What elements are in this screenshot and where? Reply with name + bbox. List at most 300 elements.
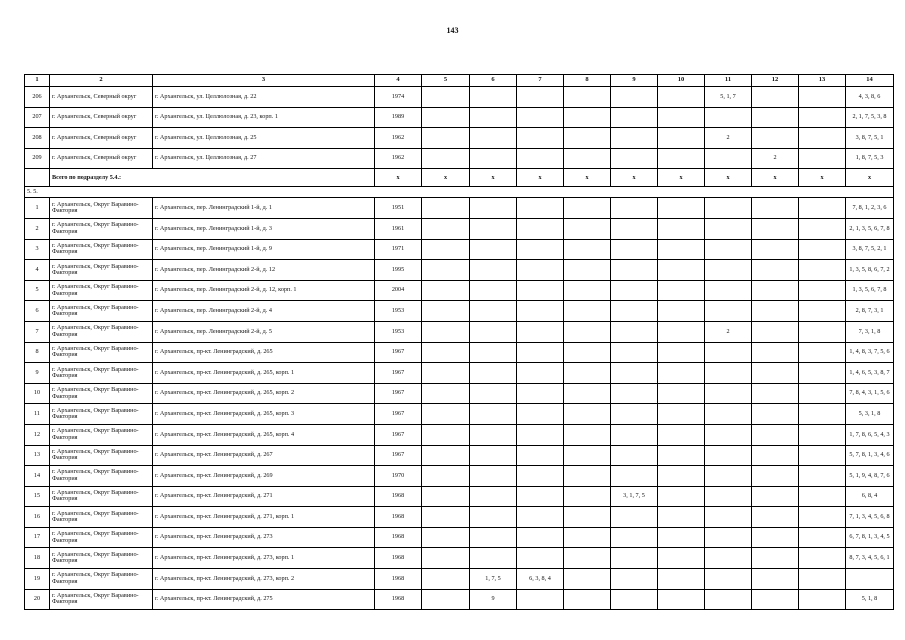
year-cell: 1989: [375, 107, 422, 128]
value-cell-c10: [658, 507, 705, 528]
value-cell-c13: [799, 301, 846, 322]
column-header-6: 6: [470, 75, 517, 87]
value-cell-c10: [658, 342, 705, 363]
section-row: [25, 187, 894, 198]
value-cell-c6: 1, 7, 5: [470, 569, 517, 590]
value-cell-c14: 4, 3, 8, 6: [846, 87, 894, 108]
value-cell-c7: [517, 466, 564, 487]
okrug-cell: г. Архангельск, Северный округ: [50, 148, 153, 169]
value-cell-c12: [752, 569, 799, 590]
table-row: [25, 218, 894, 239]
value-cell-c14: [846, 569, 894, 590]
address-cell: г. Архангельск, пер. Ленинградский 1-й, д. 1: [153, 198, 375, 219]
value-cell-c11: [705, 198, 752, 219]
okrug-cell: г. Архангельск, Округ Варавино-Фактория: [50, 342, 153, 363]
value-cell-c13: [799, 548, 846, 569]
table-row: [25, 128, 894, 149]
value-cell-c13: [799, 321, 846, 342]
okrug-cell: г. Архангельск, Округ Варавино-Фактория: [50, 280, 153, 301]
value-cell-c12: [752, 107, 799, 128]
value-cell-c13: [799, 280, 846, 301]
row-number: 13: [25, 445, 50, 466]
page-number: 143: [446, 26, 459, 35]
value-cell-c12: [752, 239, 799, 260]
column-header-12: 12: [752, 75, 799, 87]
okrug-cell: г. Архангельск, Округ Варавино-Фактория: [50, 507, 153, 528]
value-cell-c8: [564, 404, 611, 425]
value-cell-c12: [752, 321, 799, 342]
year-cell: 1971: [375, 239, 422, 260]
total-value: х: [611, 169, 658, 187]
value-cell-c7: [517, 589, 564, 610]
total-value: х: [375, 169, 422, 187]
value-cell-c9: [611, 198, 658, 219]
okrug-cell: г. Архангельск, Округ Варавино-Фактория: [50, 466, 153, 487]
value-cell-c7: [517, 383, 564, 404]
table-row: [25, 445, 894, 466]
table-row: [25, 148, 894, 169]
value-cell-c10: [658, 527, 705, 548]
value-cell-c5: [422, 383, 470, 404]
value-cell-c10: [658, 445, 705, 466]
total-value: х: [470, 169, 517, 187]
okrug-cell: г. Архангельск, Округ Варавино-Фактория: [50, 486, 153, 507]
row-number: 5: [25, 280, 50, 301]
total-value: х: [752, 169, 799, 187]
row-number: 11: [25, 404, 50, 425]
value-cell-c9: [611, 404, 658, 425]
value-cell-c11: [705, 466, 752, 487]
value-cell-c8: [564, 527, 611, 548]
value-cell-c9: [611, 239, 658, 260]
value-cell-c12: [752, 301, 799, 322]
value-cell-c6: [470, 342, 517, 363]
column-header-14: 14: [846, 75, 894, 87]
year-cell: 1953: [375, 301, 422, 322]
value-cell-c11: [705, 260, 752, 281]
address-cell: г. Архангельск, пр-кт. Ленинградский, д. 265, корп. 1: [153, 363, 375, 384]
row-number: 7: [25, 321, 50, 342]
value-cell-c11: [705, 280, 752, 301]
row-number: 2: [25, 218, 50, 239]
value-cell-c14: 6, 8, 4: [846, 486, 894, 507]
register-table: [24, 74, 894, 610]
value-cell-c5: [422, 107, 470, 128]
value-cell-c12: [752, 218, 799, 239]
value-cell-c10: [658, 321, 705, 342]
value-cell-c12: [752, 466, 799, 487]
value-cell-c13: [799, 527, 846, 548]
address-cell: г. Архангельск, пр-кт. Ленинградский, д. 273: [153, 527, 375, 548]
value-cell-c6: [470, 383, 517, 404]
year-cell: 1974: [375, 87, 422, 108]
value-cell-c9: [611, 301, 658, 322]
table-row: [25, 363, 894, 384]
value-cell-c10: [658, 87, 705, 108]
value-cell-c13: [799, 198, 846, 219]
value-cell-c7: 6, 3, 8, 4: [517, 569, 564, 590]
value-cell-c5: [422, 424, 470, 445]
value-cell-c7: [517, 548, 564, 569]
year-cell: 1951: [375, 198, 422, 219]
year-cell: 1962: [375, 148, 422, 169]
value-cell-c5: [422, 527, 470, 548]
address-cell: г. Архангельск, пр-кт. Ленинградский, д. 267: [153, 445, 375, 466]
value-cell-c12: [752, 198, 799, 219]
column-header-2: 2: [50, 75, 153, 87]
address-cell: г. Архангельск, пр-кт. Ленинградский, д. 269: [153, 466, 375, 487]
value-cell-c13: [799, 507, 846, 528]
value-cell-c13: [799, 128, 846, 149]
value-cell-c12: [752, 527, 799, 548]
total-spacer: [25, 169, 50, 187]
value-cell-c12: [752, 548, 799, 569]
table-row: [25, 301, 894, 322]
address-cell: г. Архангельск, пр-кт. Ленинградский, д. 271: [153, 486, 375, 507]
value-cell-c9: [611, 569, 658, 590]
value-cell-c11: [705, 301, 752, 322]
column-header-11: 11: [705, 75, 752, 87]
year-cell: 1967: [375, 424, 422, 445]
row-number: 9: [25, 363, 50, 384]
row-number: 208: [25, 128, 50, 149]
year-cell: 1968: [375, 527, 422, 548]
value-cell-c9: [611, 280, 658, 301]
address-cell: г. Архангельск, пер. Ленинградский 1-й, д. 3: [153, 218, 375, 239]
value-cell-c13: [799, 363, 846, 384]
table-row: [25, 424, 894, 445]
value-cell-c6: [470, 260, 517, 281]
year-cell: 1968: [375, 569, 422, 590]
total-value: х: [846, 169, 894, 187]
value-cell-c12: [752, 383, 799, 404]
table-row: [25, 87, 894, 108]
value-cell-c8: [564, 486, 611, 507]
value-cell-c5: [422, 280, 470, 301]
table-row: [25, 569, 894, 590]
value-cell-c13: [799, 383, 846, 404]
table-row: [25, 280, 894, 301]
value-cell-c7: [517, 445, 564, 466]
table-row: [25, 107, 894, 128]
address-cell: г. Архангельск, пр-кт. Ленинградский, д. 265, корп. 3: [153, 404, 375, 425]
okrug-cell: г. Архангельск, Округ Варавино-Фактория: [50, 218, 153, 239]
okrug-cell: г. Архангельск, Округ Варавино-Фактория: [50, 424, 153, 445]
table-row: [25, 342, 894, 363]
value-cell-c14: 7, 8, 1, 2, 3, 6: [846, 198, 894, 219]
year-cell: 1968: [375, 486, 422, 507]
value-cell-c8: [564, 507, 611, 528]
value-cell-c12: [752, 260, 799, 281]
total-label: Всего по подразделу 5.4.:: [50, 169, 375, 187]
value-cell-c14: 2, 1, 3, 5, 6, 7, 8: [846, 218, 894, 239]
okrug-cell: г. Архангельск, Северный округ: [50, 128, 153, 149]
value-cell-c5: [422, 445, 470, 466]
value-cell-c13: [799, 260, 846, 281]
value-cell-c7: [517, 507, 564, 528]
address-cell: г. Архангельск, ул. Целлюлозная, д. 22: [153, 87, 375, 108]
value-cell-c7: [517, 239, 564, 260]
value-cell-c12: [752, 507, 799, 528]
column-header-4: 4: [375, 75, 422, 87]
value-cell-c13: [799, 466, 846, 487]
value-cell-c9: [611, 260, 658, 281]
value-cell-c6: [470, 239, 517, 260]
value-cell-c7: [517, 486, 564, 507]
value-cell-c13: [799, 589, 846, 610]
okrug-cell: г. Архангельск, Округ Варавино-Фактория: [50, 445, 153, 466]
value-cell-c9: [611, 342, 658, 363]
okrug-cell: г. Архангельск, Округ Варавино-Фактория: [50, 383, 153, 404]
row-number: 16: [25, 507, 50, 528]
address-cell: г. Архангельск, пр-кт. Ленинградский, д. 265, корп. 2: [153, 383, 375, 404]
address-cell: г. Архангельск, пер. Ленинградский 1-й, д. 9: [153, 239, 375, 260]
table-row: [25, 383, 894, 404]
okrug-cell: г. Архангельск, Округ Варавино-Фактория: [50, 569, 153, 590]
value-cell-c9: [611, 424, 658, 445]
value-cell-c14: 7, 1, 3, 4, 5, 6, 8: [846, 507, 894, 528]
value-cell-c6: [470, 466, 517, 487]
value-cell-c8: [564, 239, 611, 260]
address-cell: г. Архангельск, пер. Ленинградский 2-й, д. 4: [153, 301, 375, 322]
value-cell-c13: [799, 239, 846, 260]
table-row: [25, 404, 894, 425]
value-cell-c13: [799, 87, 846, 108]
value-cell-c13: [799, 445, 846, 466]
value-cell-c13: [799, 569, 846, 590]
value-cell-c6: [470, 280, 517, 301]
okrug-cell: г. Архангельск, Округ Варавино-Фактория: [50, 260, 153, 281]
value-cell-c5: [422, 301, 470, 322]
row-number: 20: [25, 589, 50, 610]
value-cell-c9: [611, 589, 658, 610]
value-cell-c8: [564, 342, 611, 363]
value-cell-c9: [611, 507, 658, 528]
total-value: х: [517, 169, 564, 187]
value-cell-c6: [470, 527, 517, 548]
value-cell-c7: [517, 280, 564, 301]
year-cell: 1967: [375, 404, 422, 425]
value-cell-c12: [752, 424, 799, 445]
value-cell-c11: [705, 548, 752, 569]
value-cell-c14: 6, 7, 8, 1, 3, 4, 5: [846, 527, 894, 548]
value-cell-c8: [564, 280, 611, 301]
column-header-7: 7: [517, 75, 564, 87]
value-cell-c9: [611, 466, 658, 487]
value-cell-c10: [658, 466, 705, 487]
value-cell-c5: [422, 342, 470, 363]
okrug-cell: г. Архангельск, Округ Варавино-Фактория: [50, 301, 153, 322]
value-cell-c8: [564, 301, 611, 322]
value-cell-c14: 5, 7, 8, 1, 3, 4, 6: [846, 445, 894, 466]
value-cell-c11: 2: [705, 128, 752, 149]
table-row: [25, 486, 894, 507]
value-cell-c9: [611, 321, 658, 342]
value-cell-c14: 5, 3, 1, 8: [846, 404, 894, 425]
value-cell-c6: [470, 445, 517, 466]
value-cell-c8: [564, 383, 611, 404]
header-row: [25, 75, 894, 87]
year-cell: 1967: [375, 383, 422, 404]
value-cell-c6: [470, 404, 517, 425]
year-cell: 1968: [375, 507, 422, 528]
value-cell-c14: 1, 3, 5, 6, 7, 8: [846, 280, 894, 301]
table-row: [25, 527, 894, 548]
year-cell: 1968: [375, 589, 422, 610]
value-cell-c12: [752, 445, 799, 466]
value-cell-c10: [658, 218, 705, 239]
value-cell-c12: [752, 128, 799, 149]
section-label: 5. 5.: [25, 187, 894, 198]
row-number: 209: [25, 148, 50, 169]
value-cell-c7: [517, 321, 564, 342]
year-cell: 1967: [375, 445, 422, 466]
row-number: 17: [25, 527, 50, 548]
value-cell-c7: [517, 128, 564, 149]
value-cell-c5: [422, 260, 470, 281]
table-row: [25, 507, 894, 528]
value-cell-c8: [564, 128, 611, 149]
value-cell-c13: [799, 486, 846, 507]
row-number: 4: [25, 260, 50, 281]
row-number: 207: [25, 107, 50, 128]
value-cell-c11: [705, 589, 752, 610]
value-cell-c7: [517, 527, 564, 548]
row-number: 1: [25, 198, 50, 219]
table-row: [25, 198, 894, 219]
value-cell-c14: 3, 8, 7, 5, 2, 1: [846, 239, 894, 260]
value-cell-c8: [564, 466, 611, 487]
value-cell-c11: [705, 342, 752, 363]
value-cell-c11: [705, 486, 752, 507]
value-cell-c12: [752, 404, 799, 425]
row-number: 19: [25, 569, 50, 590]
address-cell: г. Архангельск, пр-кт. Ленинградский, д. 273, корп. 1: [153, 548, 375, 569]
total-row: [25, 169, 894, 187]
year-cell: 1962: [375, 128, 422, 149]
value-cell-c11: [705, 527, 752, 548]
value-cell-c10: [658, 107, 705, 128]
value-cell-c5: [422, 404, 470, 425]
row-number: 14: [25, 466, 50, 487]
value-cell-c10: [658, 569, 705, 590]
value-cell-c9: [611, 87, 658, 108]
value-cell-c14: 2, 1, 7, 5, 3, 8: [846, 107, 894, 128]
total-value: х: [799, 169, 846, 187]
value-cell-c12: [752, 486, 799, 507]
row-number: 6: [25, 301, 50, 322]
value-cell-c5: [422, 198, 470, 219]
value-cell-c6: [470, 507, 517, 528]
column-header-9: 9: [611, 75, 658, 87]
address-cell: г. Архангельск, пр-кт. Ленинградский, д. 273, корп. 2: [153, 569, 375, 590]
value-cell-c7: [517, 301, 564, 322]
value-cell-c7: [517, 198, 564, 219]
table-row: [25, 321, 894, 342]
value-cell-c6: [470, 128, 517, 149]
value-cell-c5: [422, 148, 470, 169]
okrug-cell: г. Архангельск, Округ Варавино-Фактория: [50, 527, 153, 548]
value-cell-c8: [564, 321, 611, 342]
value-cell-c11: 2: [705, 321, 752, 342]
value-cell-c13: [799, 404, 846, 425]
value-cell-c10: [658, 363, 705, 384]
value-cell-c10: [658, 148, 705, 169]
address-cell: г. Архангельск, ул. Целлюлозная, д. 23, корп. 1: [153, 107, 375, 128]
column-header-13: 13: [799, 75, 846, 87]
okrug-cell: г. Архангельск, Округ Варавино-Фактория: [50, 239, 153, 260]
total-value: х: [564, 169, 611, 187]
okrug-cell: г. Архангельск, Северный округ: [50, 87, 153, 108]
value-cell-c14: 5, 1, 9, 4, 8, 7, 6: [846, 466, 894, 487]
value-cell-c11: [705, 424, 752, 445]
column-header-5: 5: [422, 75, 470, 87]
year-cell: 2004: [375, 280, 422, 301]
value-cell-c9: [611, 548, 658, 569]
table-row: [25, 548, 894, 569]
value-cell-c6: [470, 363, 517, 384]
value-cell-c6: [470, 301, 517, 322]
value-cell-c5: [422, 363, 470, 384]
year-cell: 1961: [375, 218, 422, 239]
value-cell-c11: [705, 363, 752, 384]
value-cell-c6: [470, 218, 517, 239]
address-cell: г. Архангельск, ул. Целлюлозная, д. 27: [153, 148, 375, 169]
value-cell-c14: 8, 7, 3, 4, 5, 6, 1: [846, 548, 894, 569]
value-cell-c11: [705, 148, 752, 169]
value-cell-c11: [705, 239, 752, 260]
value-cell-c6: [470, 148, 517, 169]
okrug-cell: г. Архангельск, Северный округ: [50, 107, 153, 128]
value-cell-c8: [564, 198, 611, 219]
value-cell-c10: [658, 301, 705, 322]
okrug-cell: г. Архангельск, Округ Варавино-Фактория: [50, 548, 153, 569]
value-cell-c8: [564, 363, 611, 384]
address-cell: г. Архангельск, пер. Ленинградский 2-й, д. 12, корп. 1: [153, 280, 375, 301]
value-cell-c7: [517, 260, 564, 281]
value-cell-c6: [470, 87, 517, 108]
value-cell-c10: [658, 280, 705, 301]
value-cell-c5: [422, 239, 470, 260]
value-cell-c14: 1, 4, 8, 3, 7, 5, 6: [846, 342, 894, 363]
value-cell-c10: [658, 239, 705, 260]
value-cell-c14: 1, 8, 7, 5, 3: [846, 148, 894, 169]
value-cell-c6: [470, 424, 517, 445]
table-row: [25, 260, 894, 281]
address-cell: г. Архангельск, пер. Ленинградский 2-й, д. 5: [153, 321, 375, 342]
value-cell-c8: [564, 87, 611, 108]
value-cell-c5: [422, 507, 470, 528]
year-cell: 1970: [375, 466, 422, 487]
value-cell-c5: [422, 218, 470, 239]
value-cell-c5: [422, 321, 470, 342]
table-row: [25, 589, 894, 610]
value-cell-c14: 1, 3, 5, 8, 6, 7, 2: [846, 260, 894, 281]
value-cell-c10: [658, 486, 705, 507]
value-cell-c14: 7, 8, 4, 3, 1, 5, 6: [846, 383, 894, 404]
year-cell: 1953: [375, 321, 422, 342]
okrug-cell: г. Архангельск, Округ Варавино-Фактория: [50, 589, 153, 610]
table-body: [25, 87, 894, 610]
value-cell-c12: [752, 280, 799, 301]
value-cell-c12: 2: [752, 148, 799, 169]
value-cell-c7: [517, 342, 564, 363]
value-cell-c10: [658, 589, 705, 610]
address-cell: г. Архангельск, пр-кт. Ленинградский, д. 265: [153, 342, 375, 363]
year-cell: 1967: [375, 363, 422, 384]
value-cell-c11: [705, 404, 752, 425]
value-cell-c12: [752, 342, 799, 363]
